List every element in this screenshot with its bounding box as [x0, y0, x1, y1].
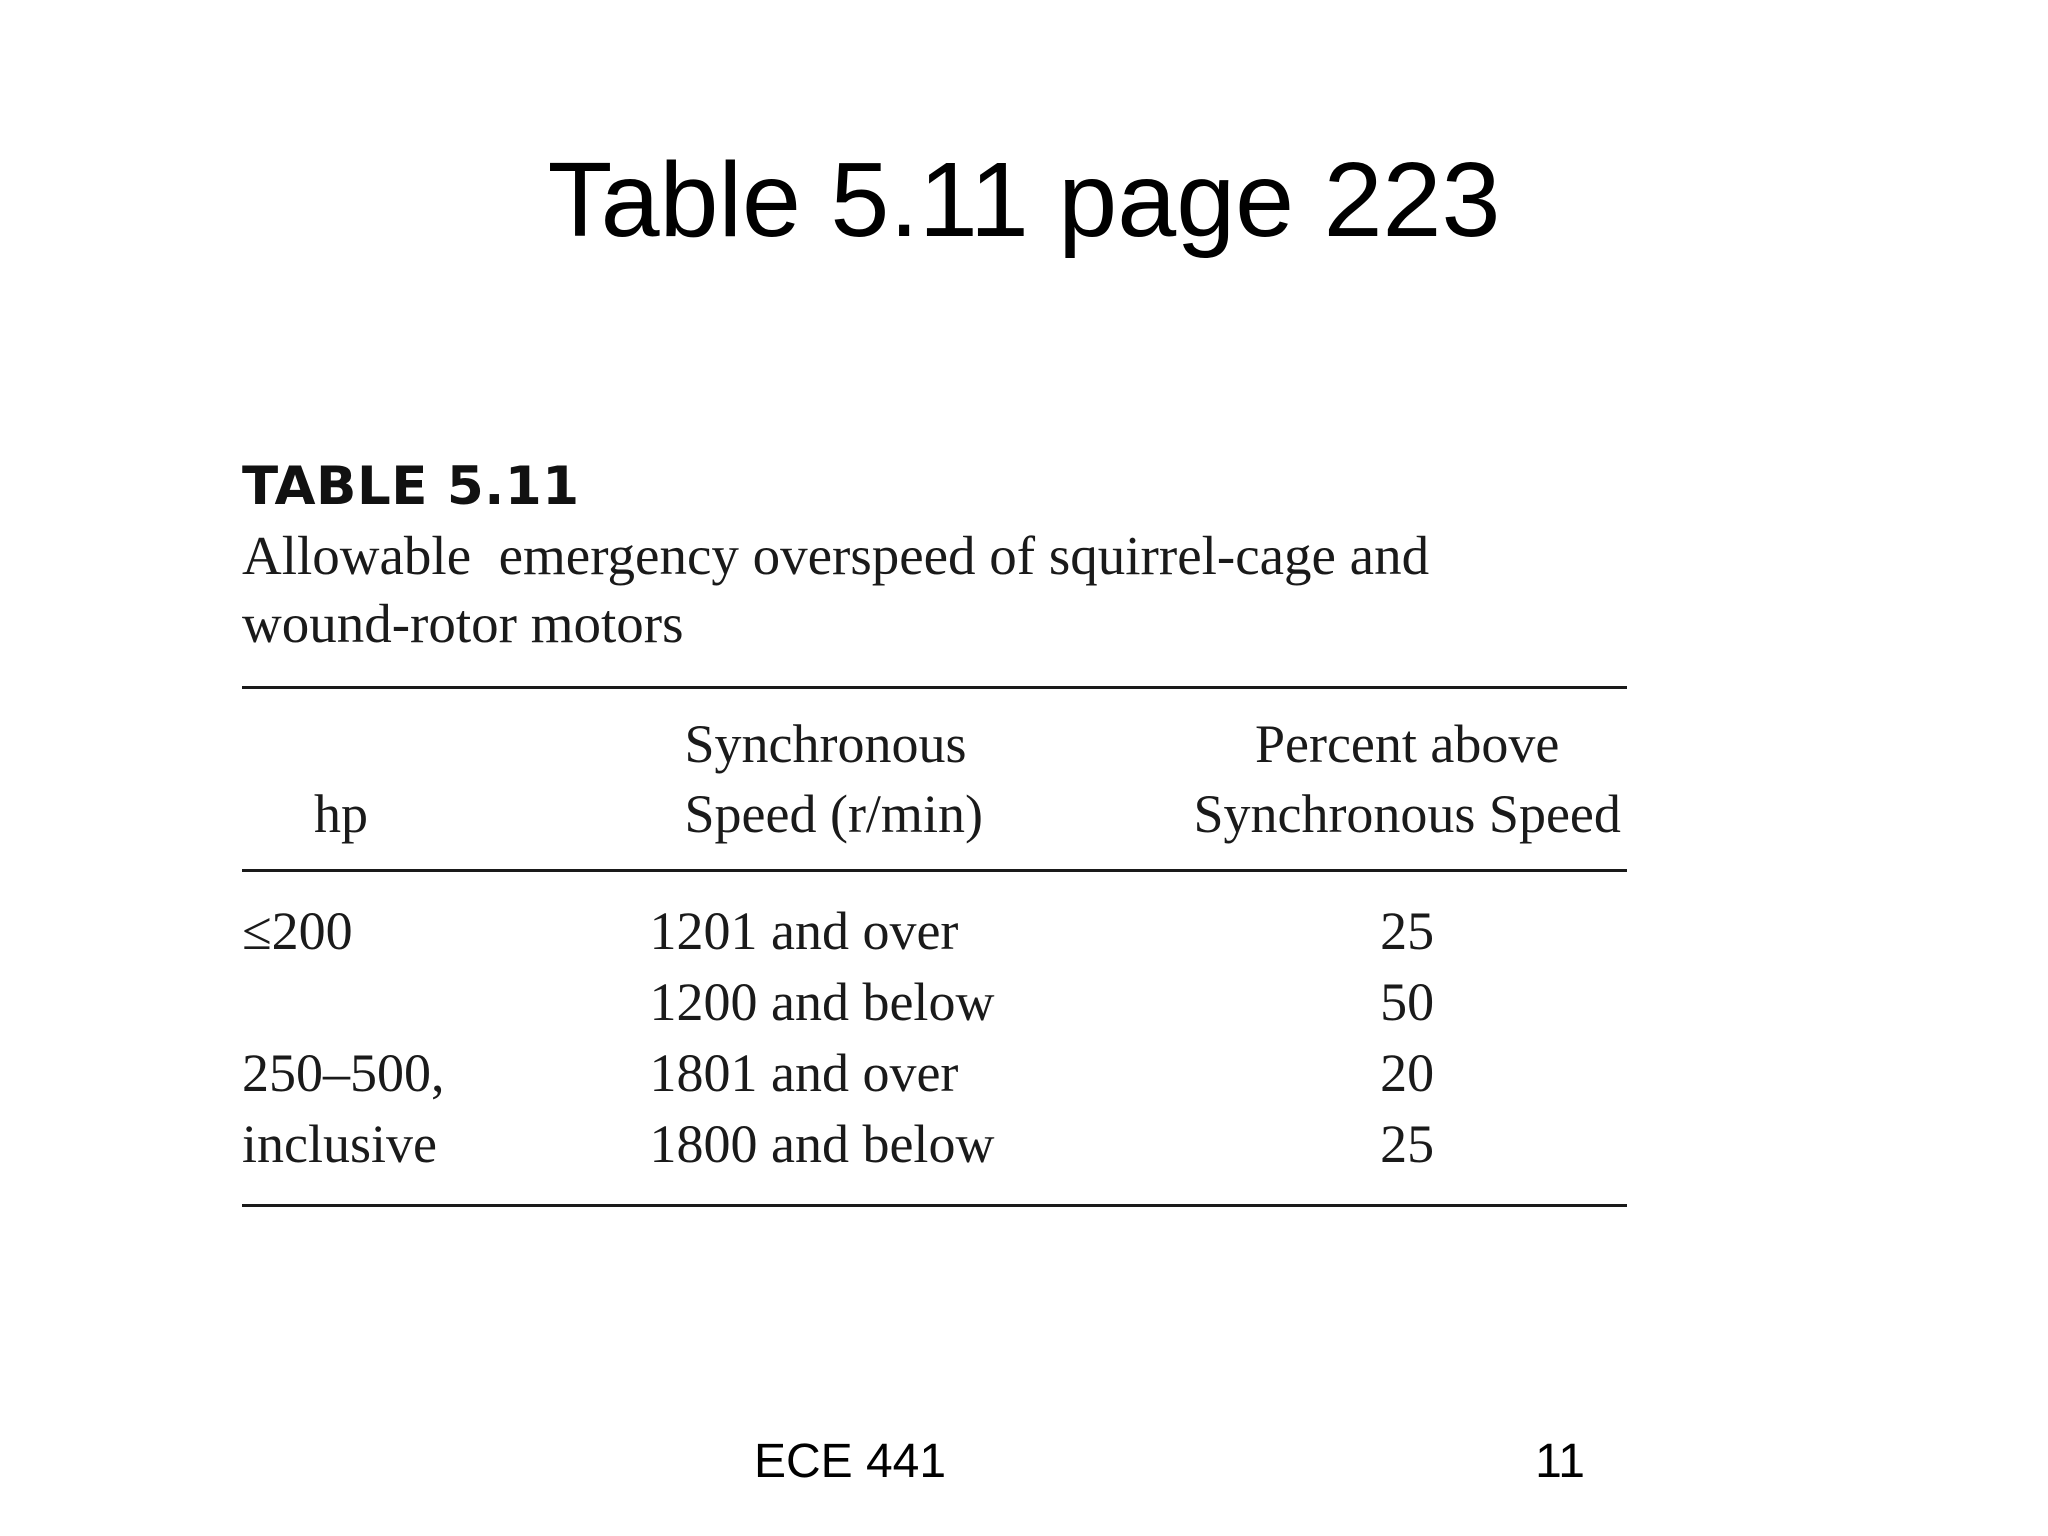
- slide-title: Table 5.11 page 223: [547, 141, 1501, 259]
- table-row: [242, 872, 1627, 967]
- table-header-row: [242, 689, 1627, 869]
- table-caption-line-2: wound-rotor motors: [242, 593, 684, 654]
- cell-percent: 25: [1380, 1114, 1435, 1174]
- header-speed-line-1: Synchronous: [684, 714, 967, 774]
- table-row: [242, 1038, 1627, 1109]
- table-row: [242, 1109, 1627, 1204]
- cell-speed: 1801 and over: [649, 1043, 959, 1103]
- cell-hp: 250–500,: [242, 1043, 445, 1103]
- table-row: [242, 967, 1627, 1038]
- cell-percent: 25: [1380, 901, 1435, 961]
- table-label: TABLE 5.11: [242, 456, 580, 517]
- table-caption: [242, 522, 1627, 658]
- slide-number: 11: [1535, 1435, 1585, 1488]
- cell-hp: [242, 967, 650, 1038]
- header-hp: hp: [314, 784, 368, 844]
- table-figure: [242, 452, 1627, 1207]
- header-percent-line-2: Synchronous Speed: [1193, 784, 1621, 844]
- footer-course: ECE 441: [753, 1435, 947, 1488]
- cell-speed: 1200 and below: [649, 972, 995, 1032]
- overspeed-table: [242, 689, 1627, 1204]
- table-caption-line-1: Allowable emergency overspeed of squirrel-cage and: [242, 525, 1430, 586]
- cell-percent: 20: [1380, 1043, 1435, 1103]
- header-speed: [650, 689, 1188, 869]
- header-speed-line-2: Speed (r/min): [684, 784, 983, 844]
- cell-percent: 50: [1380, 972, 1435, 1032]
- header-percent-line-1: Percent above: [1254, 714, 1560, 774]
- cell-hp: inclusive: [242, 1114, 437, 1174]
- header-percent: [1187, 689, 1627, 869]
- cell-hp: ≤200: [242, 901, 353, 961]
- cell-speed: 1201 and over: [649, 901, 959, 961]
- cell-speed: 1800 and below: [649, 1114, 995, 1174]
- table-bottom-rule: [242, 1204, 1627, 1207]
